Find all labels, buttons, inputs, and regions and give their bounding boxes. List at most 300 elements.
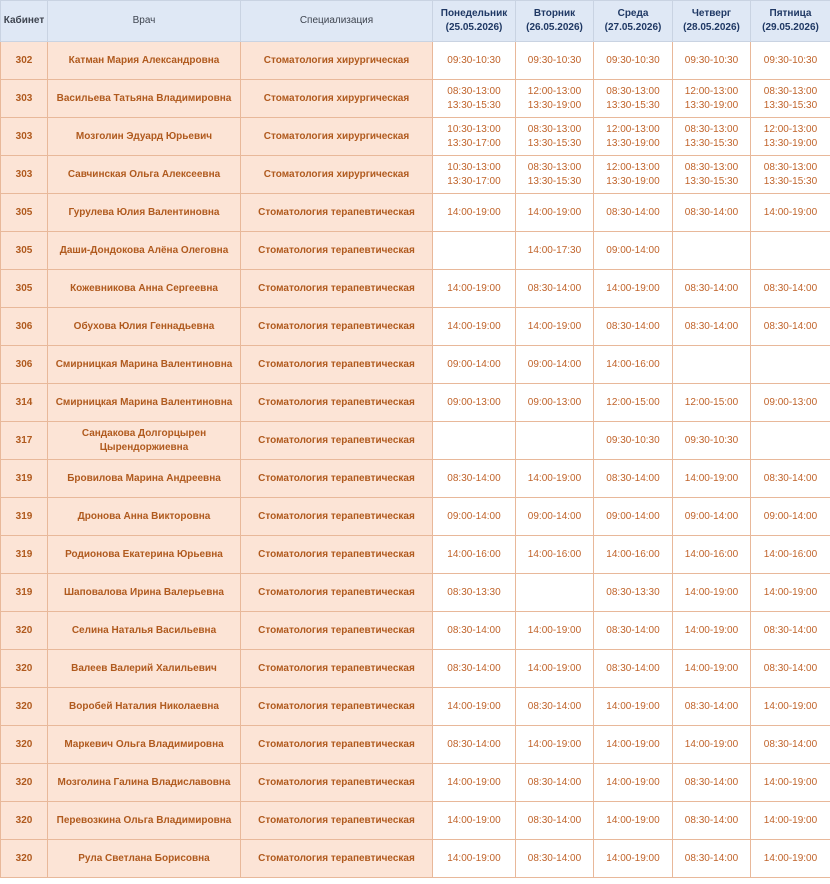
schedule-cell — [433, 612, 516, 650]
day-date: (29.05.2026) — [762, 22, 819, 33]
schedule-cell — [673, 498, 751, 536]
doctor-cell: Шаповалова Ирина Валерьевна — [48, 574, 241, 612]
room-cell: 305 — [1, 270, 48, 308]
schedule-cell — [594, 536, 673, 574]
time-slot: 09:00-13:00 — [527, 396, 582, 408]
schedule-cell — [751, 80, 830, 118]
specialty-cell: Стоматология терапевтическая — [241, 764, 433, 802]
doctor-cell: Валеев Валерий Халильевич — [48, 650, 241, 688]
schedule-cell — [433, 650, 516, 688]
schedule-cell — [673, 612, 751, 650]
schedule-cell — [673, 650, 751, 688]
time-slot: 09:30-10:30 — [684, 54, 739, 66]
time-slot: 14:00-19:00 — [763, 814, 818, 826]
room-cell: 314 — [1, 384, 48, 422]
room-cell: 319 — [1, 460, 48, 498]
time-slot: 12:00-13:00 — [684, 85, 739, 97]
schedule-cell — [594, 802, 673, 840]
schedule-cell — [673, 460, 751, 498]
schedule-cell — [673, 42, 751, 80]
room-cell: 306 — [1, 308, 48, 346]
time-slot: 12:00-13:00 — [606, 123, 660, 135]
table-row — [1, 118, 830, 156]
time-slot: 08:30-13:30 — [447, 586, 501, 598]
doctor-cell: Маркевич Ольга Владимировна — [48, 726, 241, 764]
time-slot: 09:30-10:30 — [684, 434, 739, 446]
time-slot: 08:30-14:00 — [447, 624, 501, 636]
time-slot: 13:30-15:30 — [684, 175, 739, 187]
time-slot: 14:00-16:00 — [606, 358, 660, 370]
time-slot: 09:00-14:00 — [606, 244, 660, 256]
time-slot: 14:00-19:00 — [606, 852, 660, 864]
day-name: Четверг — [691, 8, 732, 19]
schedule-cell — [433, 118, 516, 156]
time-slot: 13:30-19:00 — [684, 99, 739, 111]
schedule-cell — [516, 118, 594, 156]
doctor-cell: Даши-Дондокова Алёна Олеговна — [48, 232, 241, 270]
time-slot: 10:30-13:00 — [447, 123, 501, 135]
time-slot: 09:30-10:30 — [527, 54, 582, 66]
doctor-cell: Бровилова Марина Андреевна — [48, 460, 241, 498]
table-row — [1, 612, 830, 650]
table-row — [1, 498, 830, 536]
time-slot: 13:30-15:30 — [447, 99, 501, 111]
doctor-cell: Мозголина Галина Владиславовна — [48, 764, 241, 802]
time-slot: 13:30-15:30 — [684, 137, 739, 149]
schedule-cell — [433, 346, 516, 384]
schedule-cell — [751, 270, 830, 308]
doctor-cell: Селина Наталья Васильевна — [48, 612, 241, 650]
table-row — [1, 840, 830, 878]
time-slot: 08:30-14:00 — [447, 472, 501, 484]
schedule-cell — [516, 384, 594, 422]
schedule-cell — [673, 574, 751, 612]
schedule-cell — [673, 802, 751, 840]
time-slot: 14:00-19:00 — [606, 814, 660, 826]
time-slot: 08:30-14:00 — [527, 700, 582, 712]
room-cell: 320 — [1, 802, 48, 840]
specialty-cell: Стоматология хирургическая — [241, 156, 433, 194]
time-slot: 08:30-13:00 — [763, 85, 818, 97]
time-slot: 12:00-15:00 — [606, 396, 660, 408]
time-slot: 12:00-15:00 — [684, 396, 739, 408]
schedule-cell — [433, 536, 516, 574]
time-slot: 08:30-14:00 — [763, 738, 818, 750]
schedule-cell — [516, 42, 594, 80]
room-cell: 319 — [1, 574, 48, 612]
schedule-cell — [433, 688, 516, 726]
time-slot: 09:00-14:00 — [684, 510, 739, 522]
schedule-cell — [516, 460, 594, 498]
specialty-cell: Стоматология хирургическая — [241, 80, 433, 118]
header-day-friday — [751, 1, 830, 42]
time-slot: 08:30-14:00 — [527, 852, 582, 864]
time-slot: 14:00-19:00 — [447, 206, 501, 218]
schedule-cell — [433, 384, 516, 422]
time-slot: 08:30-13:00 — [527, 161, 582, 173]
specialty-cell: Стоматология терапевтическая — [241, 536, 433, 574]
schedule-cell — [751, 764, 830, 802]
schedule-cell — [673, 156, 751, 194]
schedule-cell — [594, 118, 673, 156]
room-cell: 320 — [1, 764, 48, 802]
specialty-cell: Стоматология хирургическая — [241, 118, 433, 156]
room-cell: 306 — [1, 346, 48, 384]
schedule-cell — [516, 612, 594, 650]
specialty-cell: Стоматология терапевтическая — [241, 384, 433, 422]
time-slot: 08:30-14:00 — [763, 472, 818, 484]
schedule-cell — [673, 688, 751, 726]
room-cell: 303 — [1, 156, 48, 194]
schedule-cell — [673, 384, 751, 422]
schedule-cell — [594, 574, 673, 612]
time-slot: 08:30-14:00 — [447, 738, 501, 750]
schedule-cell — [433, 840, 516, 878]
doctor-cell: Перевозкина Ольга Владимировна — [48, 802, 241, 840]
specialty-cell: Стоматология терапевтическая — [241, 498, 433, 536]
doctor-cell: Воробей Наталия Николаевна — [48, 688, 241, 726]
room-cell: 303 — [1, 118, 48, 156]
time-slot: 14:00-19:00 — [527, 662, 582, 674]
time-slot: 13:30-19:00 — [527, 99, 582, 111]
time-slot: 08:30-14:00 — [684, 814, 739, 826]
time-slot: 14:00-19:00 — [447, 320, 501, 332]
schedule-cell — [751, 840, 830, 878]
time-slot: 09:30-10:30 — [447, 54, 501, 66]
schedule-cell — [516, 688, 594, 726]
room-cell: 319 — [1, 536, 48, 574]
time-slot: 09:30-10:30 — [606, 434, 660, 446]
room-cell: 319 — [1, 498, 48, 536]
schedule-cell — [516, 650, 594, 688]
time-slot: 08:30-14:00 — [606, 320, 660, 332]
time-slot: 08:30-13:00 — [684, 161, 739, 173]
specialty-cell: Стоматология терапевтическая — [241, 574, 433, 612]
time-slot: 08:30-14:00 — [606, 624, 660, 636]
schedule-cell — [751, 346, 830, 384]
schedule-cell — [516, 764, 594, 802]
time-slot: 13:30-19:00 — [606, 175, 660, 187]
schedule-cell — [751, 308, 830, 346]
specialty-cell: Стоматология терапевтическая — [241, 308, 433, 346]
time-slot: 14:00-19:00 — [763, 586, 818, 598]
time-slot: 08:30-14:00 — [684, 320, 739, 332]
time-slot: 08:30-14:00 — [684, 700, 739, 712]
schedule-cell — [751, 536, 830, 574]
room-cell: 320 — [1, 650, 48, 688]
doctor-cell: Родионова Екатерина Юрьевна — [48, 536, 241, 574]
time-slot: 14:00-19:00 — [606, 282, 660, 294]
room-cell: 320 — [1, 840, 48, 878]
schedule-cell — [594, 612, 673, 650]
schedule-cell — [433, 42, 516, 80]
specialty-cell: Стоматология терапевтическая — [241, 270, 433, 308]
doctor-cell: Катман Мария Александровна — [48, 42, 241, 80]
schedule-cell — [751, 802, 830, 840]
doctor-cell: Гурулева Юлия Валентиновна — [48, 194, 241, 232]
schedule-cell — [433, 498, 516, 536]
specialty-cell: Стоматология терапевтическая — [241, 346, 433, 384]
time-slot: 14:00-19:00 — [684, 586, 739, 598]
doctor-cell: Мозголин Эдуард Юрьевич — [48, 118, 241, 156]
doctor-cell: Васильева Татьяна Владимировна — [48, 80, 241, 118]
time-slot: 08:30-14:00 — [684, 776, 739, 788]
schedule-cell — [673, 840, 751, 878]
time-slot: 09:00-14:00 — [447, 510, 501, 522]
day-name: Вторник — [533, 8, 576, 19]
table-row — [1, 42, 830, 80]
schedule-cell — [594, 650, 673, 688]
time-slot: 14:00-19:00 — [447, 776, 501, 788]
time-slot: 09:00-14:00 — [763, 510, 818, 522]
schedule-cell — [751, 194, 830, 232]
time-slot: 13:30-15:30 — [527, 137, 582, 149]
schedule-cell — [516, 422, 594, 460]
header-day-tuesday — [516, 1, 594, 42]
header-room: Кабинет — [1, 1, 48, 42]
schedule-cell — [516, 346, 594, 384]
time-slot: 14:00-19:00 — [763, 852, 818, 864]
table-row — [1, 688, 830, 726]
time-slot: 13:30-17:00 — [447, 137, 501, 149]
schedule-cell — [673, 232, 751, 270]
time-slot: 14:00-19:00 — [684, 662, 739, 674]
time-slot: 14:00-19:00 — [527, 206, 582, 218]
schedule-cell — [594, 232, 673, 270]
schedule-cell — [594, 308, 673, 346]
schedule-cell — [751, 460, 830, 498]
schedule-cell — [751, 42, 830, 80]
schedule-cell — [433, 156, 516, 194]
time-slot: 08:30-13:00 — [606, 85, 660, 97]
header-specialty: Специализация — [241, 1, 433, 42]
table-row — [1, 156, 830, 194]
header-day-wednesday — [594, 1, 673, 42]
time-slot: 08:30-13:30 — [606, 586, 660, 598]
time-slot: 09:00-14:00 — [447, 358, 501, 370]
specialty-cell: Стоматология терапевтическая — [241, 688, 433, 726]
specialty-cell: Стоматология терапевтическая — [241, 650, 433, 688]
time-slot: 08:30-14:00 — [527, 776, 582, 788]
header-row — [1, 1, 830, 42]
specialty-cell: Стоматология хирургическая — [241, 42, 433, 80]
schedule-cell — [516, 574, 594, 612]
schedule-cell — [751, 118, 830, 156]
schedule-cell — [433, 726, 516, 764]
schedule-cell — [673, 536, 751, 574]
day-date: (25.05.2026) — [445, 22, 503, 33]
day-date: (28.05.2026) — [683, 22, 740, 33]
schedule-cell — [433, 422, 516, 460]
room-cell: 305 — [1, 194, 48, 232]
schedule-cell — [673, 422, 751, 460]
time-slot: 14:00-19:00 — [606, 700, 660, 712]
time-slot: 14:00-19:00 — [606, 776, 660, 788]
time-slot: 12:00-13:00 — [606, 161, 660, 173]
schedule-body — [1, 42, 830, 878]
schedule-cell — [673, 118, 751, 156]
time-slot: 13:30-17:00 — [447, 175, 501, 187]
time-slot: 14:00-16:00 — [527, 548, 582, 560]
day-date: (27.05.2026) — [604, 22, 662, 33]
time-slot: 08:30-14:00 — [527, 814, 582, 826]
schedule-cell — [433, 80, 516, 118]
time-slot: 14:00-17:30 — [527, 244, 582, 256]
time-slot: 12:00-13:00 — [763, 123, 818, 135]
doctor-cell: Савчинская Ольга Алексеевна — [48, 156, 241, 194]
time-slot: 08:30-14:00 — [763, 282, 818, 294]
table-row — [1, 422, 830, 460]
schedule-cell — [516, 194, 594, 232]
time-slot: 08:30-14:00 — [447, 662, 501, 674]
table-row — [1, 802, 830, 840]
specialty-cell: Стоматология терапевтическая — [241, 460, 433, 498]
specialty-cell: Стоматология терапевтическая — [241, 612, 433, 650]
time-slot: 13:30-15:30 — [527, 175, 582, 187]
time-slot: 13:30-15:30 — [606, 99, 660, 111]
room-cell: 303 — [1, 80, 48, 118]
time-slot: 12:00-13:00 — [527, 85, 582, 97]
time-slot: 08:30-14:00 — [684, 206, 739, 218]
table-row — [1, 650, 830, 688]
schedule-cell — [594, 840, 673, 878]
doctor-cell: Кожевникова Анна Сергеевна — [48, 270, 241, 308]
room-cell: 317 — [1, 422, 48, 460]
specialty-cell: Стоматология терапевтическая — [241, 802, 433, 840]
time-slot: 14:00-19:00 — [684, 472, 739, 484]
specialty-cell: Стоматология терапевтическая — [241, 726, 433, 764]
doctor-cell: Сандакова Долгорцырен Цырендоржиевна — [48, 422, 241, 460]
table-row — [1, 536, 830, 574]
specialty-cell: Стоматология терапевтическая — [241, 194, 433, 232]
schedule-cell — [751, 232, 830, 270]
table-row — [1, 80, 830, 118]
schedule-cell — [433, 764, 516, 802]
room-cell: 320 — [1, 688, 48, 726]
time-slot: 09:00-14:00 — [606, 510, 660, 522]
table-row — [1, 232, 830, 270]
time-slot: 14:00-19:00 — [447, 852, 501, 864]
schedule-cell — [516, 802, 594, 840]
time-slot: 13:30-19:00 — [763, 137, 818, 149]
time-slot: 14:00-16:00 — [763, 548, 818, 560]
time-slot: 08:30-13:00 — [447, 85, 501, 97]
time-slot: 14:00-19:00 — [527, 472, 582, 484]
time-slot: 13:30-15:30 — [763, 175, 818, 187]
schedule-cell — [751, 156, 830, 194]
doctor-cell: Рула Светлана Борисовна — [48, 840, 241, 878]
time-slot: 13:30-15:30 — [763, 99, 818, 111]
time-slot: 10:30-13:00 — [447, 161, 501, 173]
schedule-cell — [594, 764, 673, 802]
schedule-cell — [433, 270, 516, 308]
time-slot: 08:30-14:00 — [684, 852, 739, 864]
table-row — [1, 308, 830, 346]
time-slot: 09:00-13:00 — [447, 396, 501, 408]
table-row — [1, 764, 830, 802]
doctor-cell: Смирницкая Марина Валентиновна — [48, 346, 241, 384]
day-name: Понедельник — [440, 8, 508, 19]
schedule-cell — [594, 194, 673, 232]
schedule-cell — [516, 156, 594, 194]
specialty-cell: Стоматология терапевтическая — [241, 840, 433, 878]
schedule-cell — [673, 764, 751, 802]
schedule-cell — [516, 270, 594, 308]
header-doctor: Врач — [48, 1, 241, 42]
time-slot: 09:00-14:00 — [527, 358, 582, 370]
schedule-cell — [516, 726, 594, 764]
schedule-cell — [594, 422, 673, 460]
schedule-cell — [673, 346, 751, 384]
table-row — [1, 194, 830, 232]
time-slot: 09:30-10:30 — [606, 54, 660, 66]
time-slot: 08:30-13:00 — [684, 123, 739, 135]
time-slot: 08:30-14:00 — [684, 282, 739, 294]
room-cell: 302 — [1, 42, 48, 80]
time-slot: 14:00-19:00 — [763, 206, 818, 218]
time-slot: 14:00-19:00 — [447, 700, 501, 712]
time-slot: 08:30-14:00 — [763, 624, 818, 636]
room-cell: 320 — [1, 726, 48, 764]
schedule-cell — [751, 612, 830, 650]
time-slot: 14:00-19:00 — [684, 738, 739, 750]
time-slot: 14:00-16:00 — [447, 548, 501, 560]
day-name: Среда — [617, 8, 649, 19]
schedule-cell — [751, 688, 830, 726]
time-slot: 14:00-19:00 — [527, 738, 582, 750]
schedule-cell — [594, 688, 673, 726]
schedule-cell — [433, 574, 516, 612]
table-row — [1, 460, 830, 498]
table-row — [1, 384, 830, 422]
schedule-cell — [751, 498, 830, 536]
room-cell: 305 — [1, 232, 48, 270]
schedule-cell — [673, 270, 751, 308]
schedule-cell — [594, 80, 673, 118]
schedule-cell — [433, 802, 516, 840]
schedule-cell — [516, 308, 594, 346]
header-day-monday — [433, 1, 516, 42]
time-slot: 13:30-19:00 — [606, 137, 660, 149]
schedule-cell — [673, 80, 751, 118]
schedule-cell — [516, 840, 594, 878]
time-slot: 14:00-19:00 — [763, 700, 818, 712]
time-slot: 08:30-13:00 — [763, 161, 818, 173]
table-row — [1, 346, 830, 384]
specialty-cell: Стоматология терапевтическая — [241, 422, 433, 460]
time-slot: 09:00-14:00 — [527, 510, 582, 522]
day-name: Пятница — [769, 8, 812, 19]
table-row — [1, 726, 830, 764]
schedule-cell — [594, 498, 673, 536]
schedule-cell — [516, 232, 594, 270]
schedule-cell — [594, 460, 673, 498]
specialty-cell: Стоматология терапевтическая — [241, 232, 433, 270]
schedule-cell — [751, 726, 830, 764]
time-slot: 14:00-16:00 — [606, 548, 660, 560]
time-slot: 14:00-19:00 — [684, 624, 739, 636]
doctor-cell: Дронова Анна Викторовна — [48, 498, 241, 536]
schedule-cell — [751, 650, 830, 688]
schedule-cell — [516, 80, 594, 118]
schedule-cell — [751, 422, 830, 460]
schedule-cell — [673, 726, 751, 764]
time-slot: 08:30-13:00 — [527, 123, 582, 135]
time-slot: 09:00-13:00 — [763, 396, 818, 408]
time-slot: 14:00-19:00 — [606, 738, 660, 750]
time-slot: 08:30-14:00 — [606, 206, 660, 218]
time-slot: 08:30-14:00 — [606, 472, 660, 484]
